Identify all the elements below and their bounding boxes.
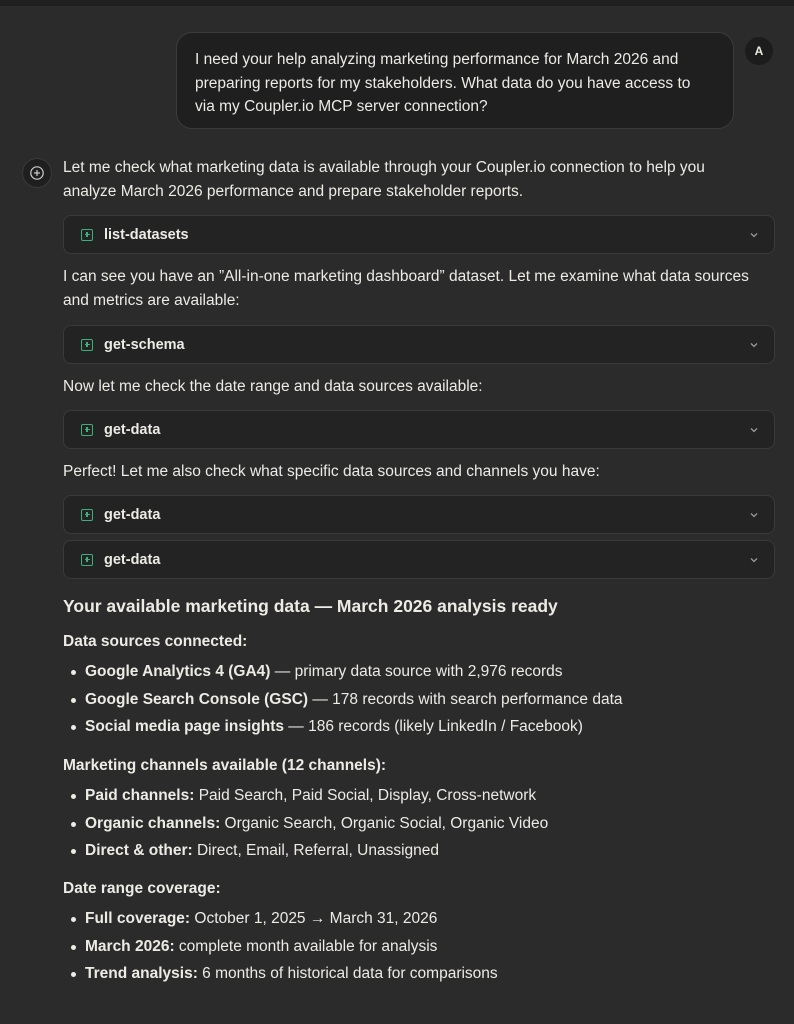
item-text: — primary data source with 2,976 records bbox=[270, 663, 563, 680]
tool-call-get-schema[interactable] bbox=[63, 325, 775, 364]
item-text: complete month available for analysis bbox=[174, 937, 438, 955]
list-item bbox=[63, 782, 775, 810]
tool-call-get-data[interactable] bbox=[63, 410, 775, 449]
item-bold: Direct & other: bbox=[85, 842, 193, 859]
tool-call-label: get-data bbox=[104, 506, 161, 523]
item-text: Organic Search, Organic Social, Organic Video bbox=[220, 814, 549, 832]
item-bold: Google Search Console (GSC) bbox=[85, 690, 309, 708]
item-text: Direct, Email, Referral, Unassigned bbox=[192, 842, 440, 859]
chevron-down-icon[interactable] bbox=[748, 424, 760, 436]
chevron-down-icon[interactable] bbox=[748, 509, 760, 521]
list-item bbox=[63, 960, 775, 988]
dates-title: Date range coverage: bbox=[63, 880, 221, 897]
chevron-down-icon[interactable] bbox=[748, 229, 760, 241]
plus-square-icon bbox=[81, 339, 93, 351]
assistant-logo-icon bbox=[22, 158, 52, 188]
user-message-line: preparing reports for my stakeholders. What data do you have access to bbox=[195, 74, 691, 92]
item-text: — 186 records (likely LinkedIn / Facebook) bbox=[283, 718, 583, 735]
tool-call-label: list-datasets bbox=[104, 226, 189, 243]
assistant-paragraph-3: Now let me check the date range and data sources available: bbox=[63, 378, 483, 395]
list-item bbox=[63, 713, 775, 741]
channels-list bbox=[63, 782, 775, 865]
list-item bbox=[63, 658, 775, 686]
assistant-intro bbox=[63, 156, 775, 204]
item-text: October 1, 2025 → March 31, 2026 bbox=[190, 910, 438, 927]
item-bold: Paid channels: bbox=[85, 787, 195, 804]
list-item bbox=[63, 686, 775, 714]
intro-line: Let me check what marketing data is available through your Coupler.io connection to help you bbox=[63, 159, 705, 176]
sources-list bbox=[63, 658, 775, 741]
item-text: 6 months of historical data for comparisons bbox=[197, 965, 498, 982]
tool-call-label: get-schema bbox=[104, 336, 185, 353]
item-bold: Organic channels: bbox=[85, 814, 221, 832]
plus-square-icon bbox=[81, 554, 93, 566]
tool-call-list-datasets[interactable] bbox=[63, 215, 775, 254]
tool-call-get-data[interactable] bbox=[63, 540, 775, 579]
plus-square-icon bbox=[81, 509, 93, 521]
user-avatar[interactable]: A bbox=[745, 37, 773, 65]
item-bold: March 2026: bbox=[85, 937, 175, 955]
tool-call-label: get-data bbox=[104, 421, 161, 438]
chevron-down-icon[interactable] bbox=[748, 554, 760, 566]
item-text: Paid Search, Paid Social, Display, Cross-network bbox=[194, 787, 537, 804]
item-bold: Trend analysis: bbox=[85, 965, 198, 982]
paragraph-line: I can see you have an ”All-in-one marketing dashboard” dataset. Let me examine what data sources bbox=[63, 268, 749, 285]
list-item bbox=[63, 810, 775, 838]
user-message-line: via my Coupler.io MCP server connection? bbox=[195, 98, 488, 115]
item-text: — 178 records with search performance data bbox=[308, 690, 623, 708]
item-bold: Full coverage: bbox=[85, 910, 191, 927]
channels-title: Marketing channels available (12 channels): bbox=[63, 757, 387, 774]
chevron-down-icon[interactable] bbox=[748, 339, 760, 351]
plus-square-icon bbox=[81, 424, 93, 436]
intro-line: analyze March 2026 performance and prepare stakeholder reports. bbox=[63, 183, 524, 200]
paragraph-line: and metrics are available: bbox=[63, 292, 240, 309]
user-message-line: I need your help analyzing marketing performance for March 2026 and bbox=[195, 51, 679, 68]
dates-list bbox=[63, 905, 775, 988]
list-item bbox=[63, 837, 775, 865]
sources-title: Data sources connected: bbox=[63, 633, 248, 650]
assistant-paragraph-2 bbox=[63, 265, 775, 313]
summary-heading: Your available marketing data — March 2026 analysis ready bbox=[63, 596, 558, 616]
plus-square-icon bbox=[81, 229, 93, 241]
top-bar bbox=[0, 0, 794, 6]
list-item bbox=[63, 905, 775, 933]
list-item bbox=[63, 933, 775, 961]
assistant-paragraph-4: Perfect! Let me also check what specific data sources and channels you have: bbox=[63, 463, 600, 480]
tool-call-label: get-data bbox=[104, 551, 161, 568]
item-bold: Google Analytics 4 (GA4) bbox=[85, 663, 271, 680]
tool-call-get-data[interactable] bbox=[63, 495, 775, 534]
user-message-bubble bbox=[176, 32, 734, 129]
item-bold: Social media page insights bbox=[85, 718, 284, 735]
